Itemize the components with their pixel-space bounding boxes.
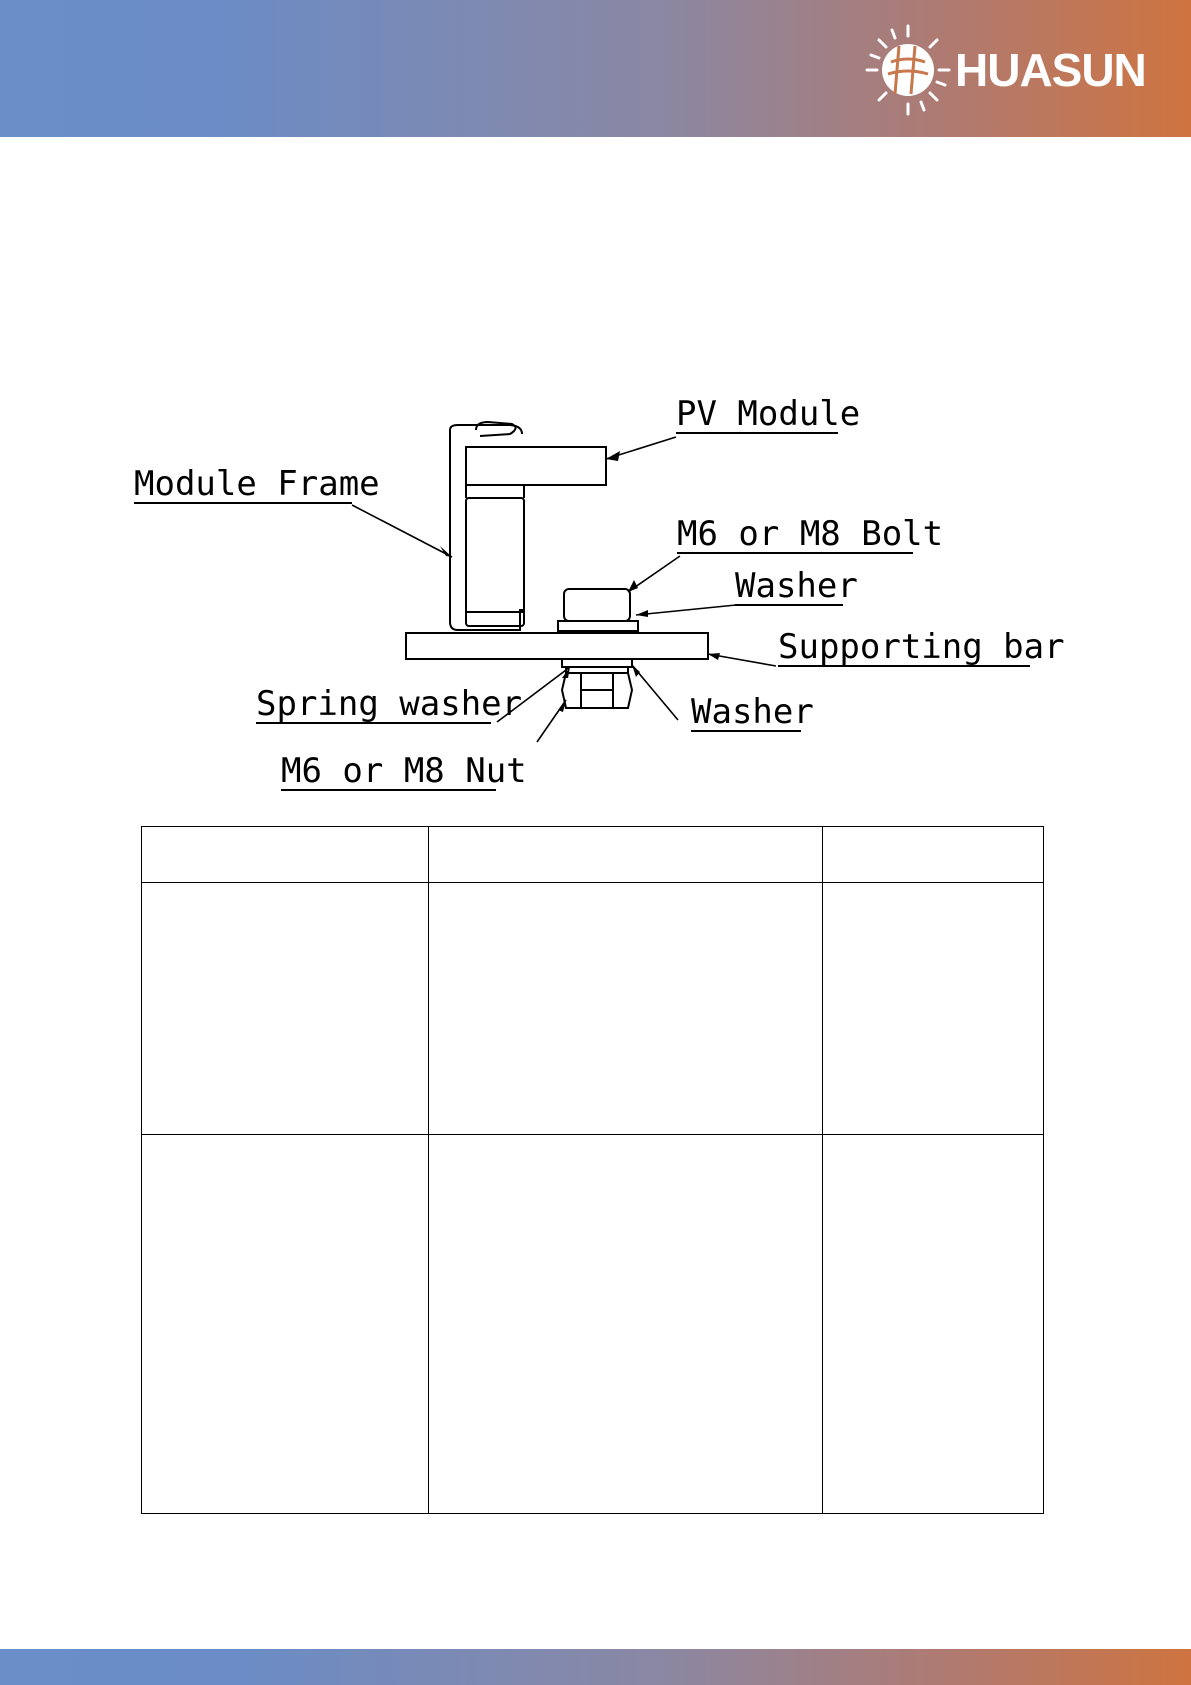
huasun-logo bbox=[865, 22, 1165, 118]
table-cell bbox=[429, 1135, 823, 1514]
supporting-bar-label: Supporting bar bbox=[778, 627, 1065, 667]
nut-label: M6 or M8 Nut bbox=[281, 751, 527, 791]
mounting-diagram bbox=[0, 370, 1191, 810]
table-header-cell bbox=[429, 827, 823, 883]
page-footer-band bbox=[0, 1649, 1191, 1685]
bolt-label: M6 or M8 Bolt bbox=[677, 514, 944, 554]
washer-bottom-label: Washer bbox=[691, 692, 814, 732]
table-cell bbox=[823, 1135, 1044, 1514]
table-cell bbox=[823, 883, 1044, 1135]
bolt-mounting-drawing bbox=[0, 370, 1191, 810]
table-row bbox=[142, 883, 1044, 1135]
brand-name: HUASUN bbox=[955, 44, 1146, 96]
table-cell bbox=[429, 883, 823, 1135]
spring-washer-label: Spring washer bbox=[256, 684, 523, 724]
page-header-band bbox=[0, 0, 1191, 137]
table-cell bbox=[142, 1135, 429, 1514]
washer-top-label: Washer bbox=[735, 566, 858, 606]
table-header-cell bbox=[142, 827, 429, 883]
table-row bbox=[142, 1135, 1044, 1514]
table-header-row bbox=[142, 827, 1044, 883]
pv-module-label: PV Module bbox=[676, 394, 861, 434]
spec-table bbox=[141, 826, 1044, 1514]
table-header-cell bbox=[823, 827, 1044, 883]
module-frame-label: Module Frame bbox=[134, 464, 380, 504]
table-cell bbox=[142, 883, 429, 1135]
sun-globe-icon bbox=[865, 22, 951, 118]
